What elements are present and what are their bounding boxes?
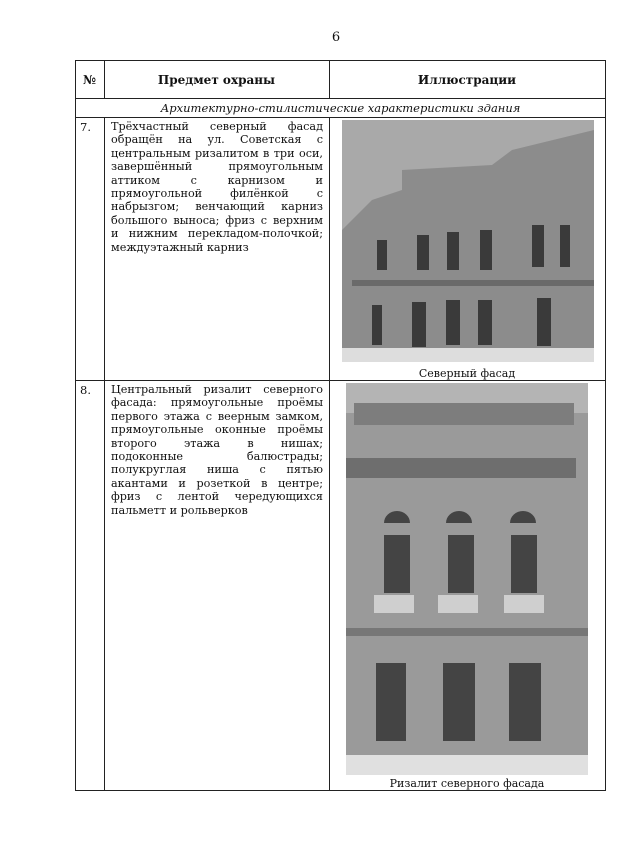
row-text: Трёхчастный северный фасад обращён на ул. Советская с центральным ризалитом в три оси, завершённый прямоугольным аттиком с карнизом и прямоугольной филёнкой с набрызгом; венчающий карниз большого выноса; фриз с верхним и нижним перекладом-полочкой; междуэтажный карниз <box>111 120 323 254</box>
photo-caption: Северный фасад <box>418 367 516 380</box>
header-illustrations: Иллюстрации <box>417 73 517 87</box>
north-facade-photo <box>342 120 594 362</box>
photo-caption: Ризалит северного фасада <box>389 777 545 790</box>
row-number: 8. <box>80 383 91 397</box>
section-title: Архитектурно-стилистические характеристики здания <box>160 101 521 115</box>
row-number: 7. <box>80 120 91 134</box>
page-number: 6 <box>331 30 341 45</box>
header-number: № <box>82 73 97 87</box>
row-text: Центральный ризалит северного фасада: прямоугольные проёмы первого этажа с веерным замком, прямоугольные оконные проёмы второго этажа в нишах; подоконные балюстрады; полукруглая ниша с пятью акантами и розеткой в центре; фриз с лентой чередующихся пальметт и рольверков <box>111 383 323 517</box>
header-subject: Предмет охраны <box>157 73 276 87</box>
risalit-photo <box>346 383 588 775</box>
